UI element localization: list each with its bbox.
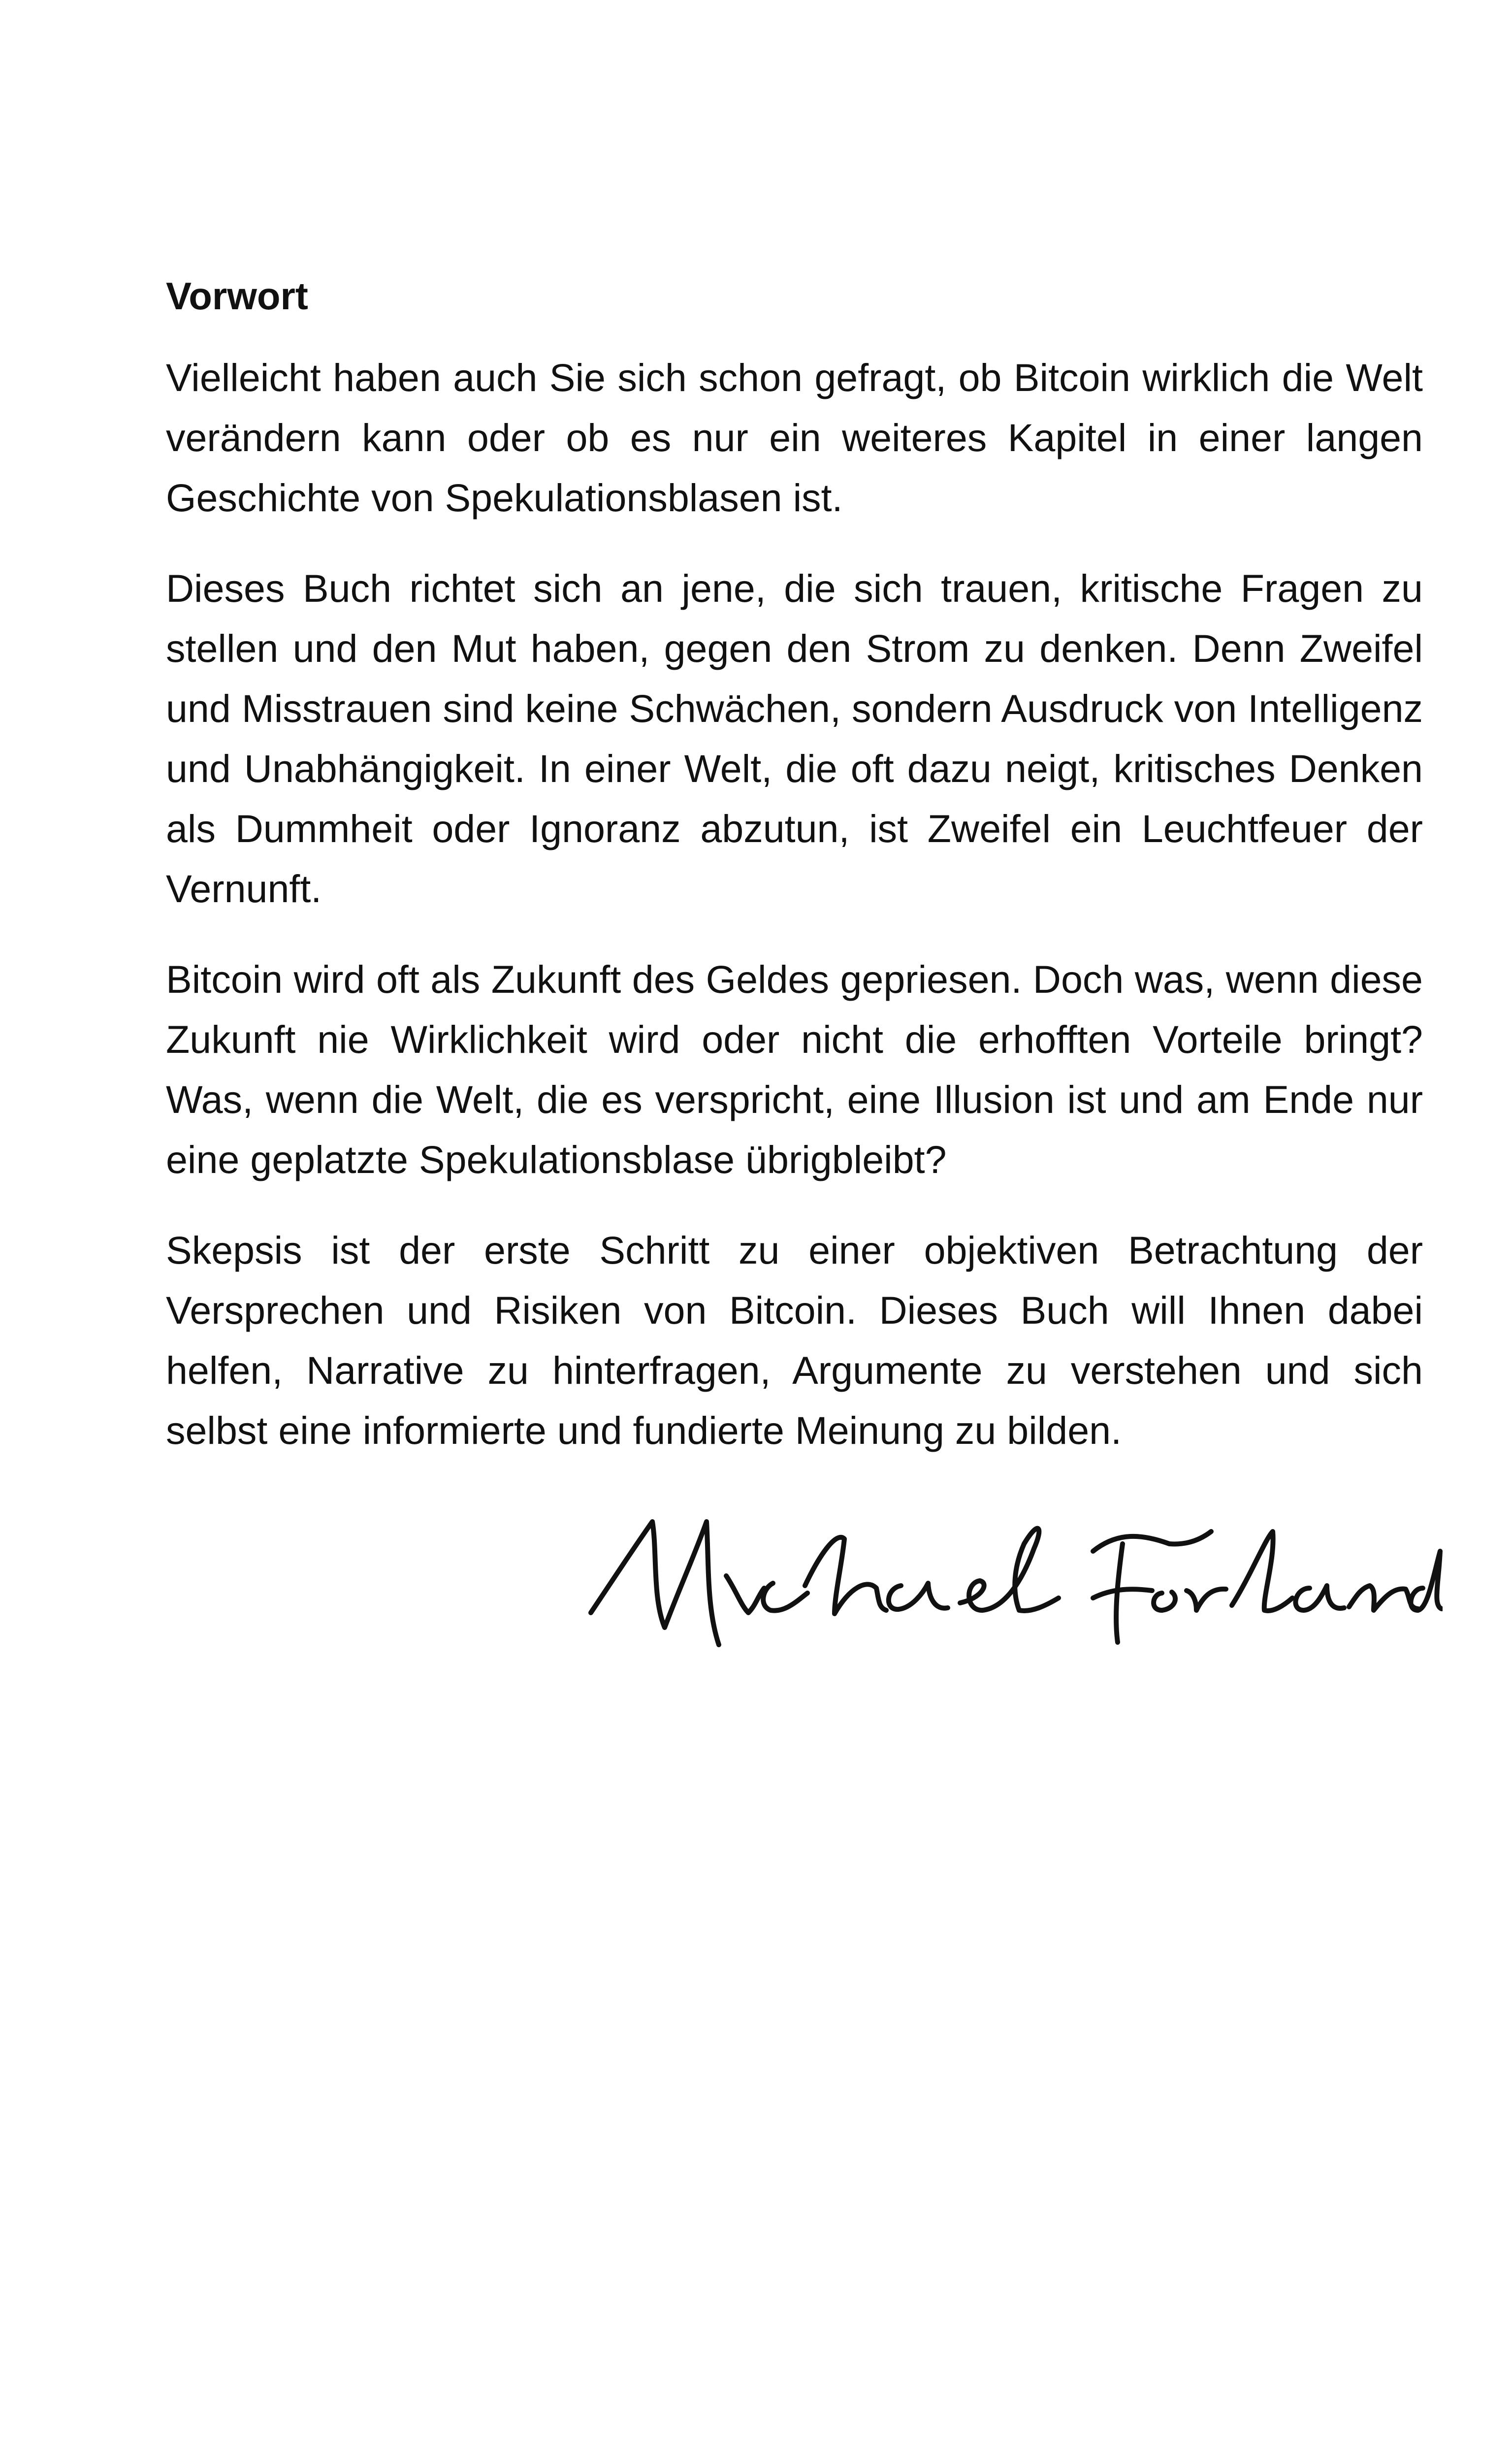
foreword-paragraph-3: Bitcoin wird oft als Zukunft des Geldes gepriesen. Doch was, wenn diese Zukunft nie Wirklichkeit wird oder nicht die erhofften Vorteile bringt? Was, wenn die Welt, die es verspricht, eine Illusion ist und am Ende nur eine geplatzte Spekulationsblase übrigbleibt? bbox=[166, 957, 1423, 1181]
foreword-paragraph-4: Skepsis ist der erste Schritt zu einer objektiven Betrachtung der Versprechen und Risiken von Bitcoin. Dieses Buch will Ihnen dabei helfen, Narrative zu hinterfragen, Argumente zu verstehen und sich selbst eine informierte und fundierte Meinung zu bilden. bbox=[166, 1228, 1423, 1452]
foreword-content bbox=[166, 264, 1423, 1491]
foreword-heading: Vorwort bbox=[166, 274, 308, 318]
author-signature bbox=[586, 1504, 1443, 1647]
foreword-paragraph-1: Vielleicht haben auch Sie sich schon gefragt, ob Bitcoin wirklich die Welt verändern kann oder ob es nur ein weiteres Kapitel in einer langen Geschichte von Spekulationsblasen ist. bbox=[166, 356, 1423, 520]
foreword-paragraph-2: Dieses Buch richtet sich an jene, die sich trauen, kritische Fragen zu stellen und den Mut haben, gegen den Strom zu denken. Denn Zweifel und Misstrauen sind keine Schwächen, sondern Ausdruck von Intelligenz und Unabhängigkeit. In einer Welt, die oft dazu neigt, kritisches Denken als Dummheit oder Ignoranz abzutun, ist Zweifel ein Leuchtfeuer der Vernunft. bbox=[166, 566, 1423, 911]
